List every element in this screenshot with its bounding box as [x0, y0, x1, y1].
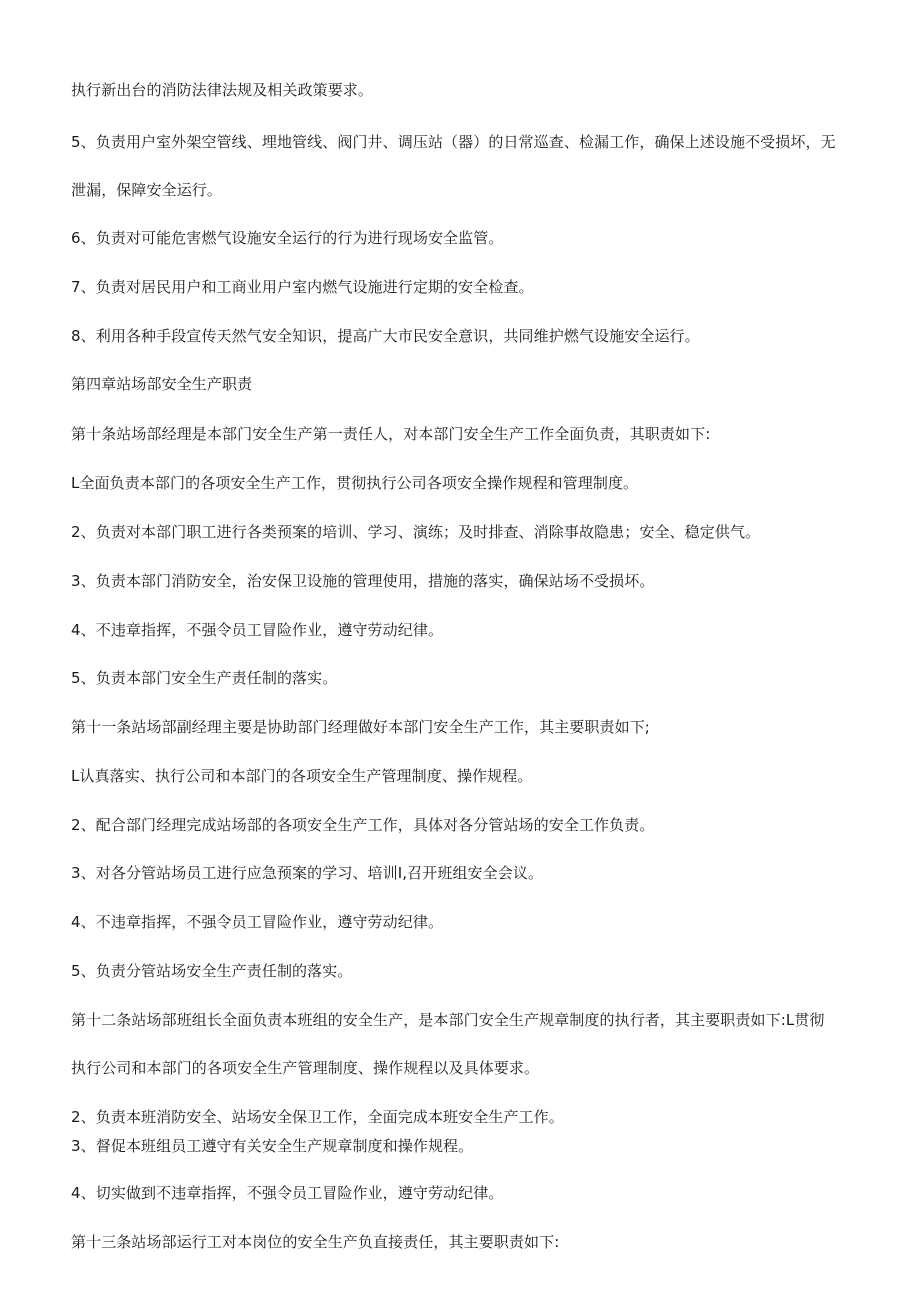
text-line: L全面负责本部门的各项安全生产工作，贯彻执行公司各项安全操作规程和管理制度。 — [71, 474, 639, 492]
text-line: 5、负责分管站场安全生产责任制的落实。 — [71, 962, 353, 980]
text-line: 6、负责对可能危害燃气设施安全运行的行为进行现场安全监管。 — [71, 229, 504, 247]
text-line: 4、切实做到不违章指挥，不强令员工冒险作业，遵守劳动纪律。 — [71, 1184, 504, 1202]
text-line: 泄漏，保障安全运行。 — [71, 181, 223, 199]
text-line: 7、负责对居民用户和工商业用户室内燃气设施进行定期的安全检查。 — [71, 278, 534, 296]
chapter-heading: 第四章站场部安全生产职责 — [71, 375, 253, 393]
article-line: 第十二条站场部班组长全面负责本班组的安全生产，是本部门安全生产规章制度的执行者，其主要职责如下:L贯彻 — [71, 1011, 825, 1029]
text-line: 3、对各分管站场员工进行应急预案的学习、培训I,召开班组安全会议。 — [71, 864, 544, 882]
text-line: 5、负责用户室外架空管线、埋地管线、阀门井、调压站（器）的日常巡查、检漏工作，确保上述设施不受损坏，无 — [71, 133, 836, 151]
text-line: 4、不违章指挥，不强令员工冒险作业，遵守劳动纪律。 — [71, 621, 444, 639]
article-line: 第十条站场部经理是本部门安全生产第一责任人，对本部门安全生产工作全面负责，其职责如下: — [71, 425, 711, 443]
text-line: 执行新出台的消防法律法规及相关政策要求。 — [71, 81, 374, 99]
text-line: 2、负责本班消防安全、站场安全保卫工作，全面完成本班安全生产工作。 — [71, 1108, 564, 1126]
article-line: 第十三条站场部运行工对本岗位的安全生产负直接责任，其主要职责如下: — [71, 1233, 560, 1251]
text-line: 2、负责对本部门职工进行各类预案的培训、学习、演练；及时排查、消除事故隐患；安全、稳定供气。 — [71, 523, 761, 541]
text-line: L认真落实、执行公司和本部门的各项安全生产管理制度、操作规程。 — [71, 767, 533, 785]
text-line: 3、督促本班组员工遵守有关安全生产规章制度和操作规程。 — [71, 1137, 474, 1155]
text-line: 2、配合部门经理完成站场部的各项安全生产工作，具体对各分管站场的安全工作负责。 — [71, 816, 655, 834]
text-line: 8、利用各种手段宣传天然气安全知识，提高广大市民安全意识，共同维护燃气设施安全运行。 — [71, 327, 700, 345]
text-line: 5、负责本部门安全生产责任制的落实。 — [71, 669, 338, 687]
article-line: 第十一条站场部副经理主要是协助部门经理做好本部门安全生产工作，其主要职责如下; — [71, 718, 650, 736]
text-line: 4、不违章指挥，不强令员工冒险作业，遵守劳动纪律。 — [71, 913, 444, 931]
text-line: 3、负责本部门消防安全，治安保卫设施的管理使用，措施的落实，确保站场不受损坏。 — [71, 572, 655, 590]
text-line: 执行公司和本部门的各项安全生产管理制度、操作规程以及具体要求。 — [71, 1059, 540, 1077]
